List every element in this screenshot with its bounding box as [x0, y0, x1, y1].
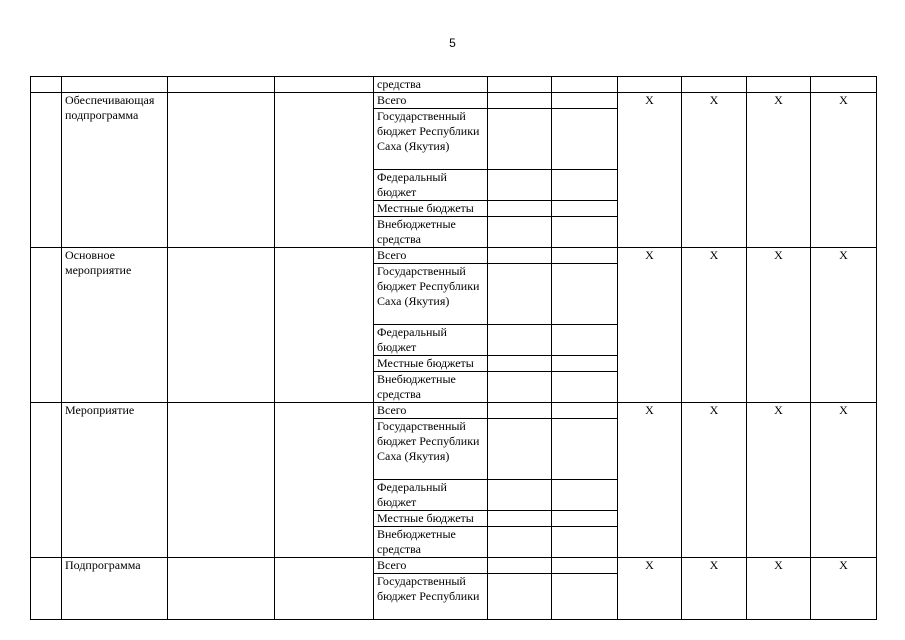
- x-mark-cell: Х: [682, 403, 747, 558]
- page-number: 5: [449, 36, 456, 50]
- x-mark-cell: Х: [747, 248, 811, 403]
- funding-source-cell: Внебюджетные средства: [374, 217, 488, 248]
- table-cell: [552, 480, 618, 511]
- table-row: [31, 248, 877, 264]
- table-cell: [552, 574, 618, 620]
- funding-source-cell: Всего: [374, 93, 488, 109]
- funding-source-cell: Государственный бюджет Республики Саха (Якутия): [374, 109, 488, 170]
- table-cell: [31, 93, 62, 248]
- table-cell: [275, 558, 374, 620]
- x-mark-cell: Х: [682, 93, 747, 248]
- x-mark-cell: Х: [618, 93, 682, 248]
- table-cell: [747, 77, 811, 93]
- table-cell: [168, 558, 275, 620]
- funding-source-cell: Федеральный бюджет: [374, 170, 488, 201]
- table-cell: [552, 217, 618, 248]
- table-cell: [275, 248, 374, 403]
- table-cell: [488, 480, 552, 511]
- funding-source-cell: Государственный бюджет Республики Саха (Якутия): [374, 419, 488, 480]
- table-cell: [488, 264, 552, 325]
- x-mark-cell: Х: [682, 558, 747, 620]
- table-cell: [488, 93, 552, 109]
- table-cell: [488, 217, 552, 248]
- funding-source-cell: Внебюджетные средства: [374, 527, 488, 558]
- table-cell: [31, 248, 62, 403]
- table-cell: [552, 264, 618, 325]
- table-cell: [488, 527, 552, 558]
- x-mark-cell: Х: [811, 403, 877, 558]
- table-cell: [488, 201, 552, 217]
- x-mark-cell: Х: [618, 403, 682, 558]
- table-cell: [488, 170, 552, 201]
- table-row: [31, 403, 877, 419]
- table-cell: [31, 403, 62, 558]
- table-cell: [31, 77, 62, 93]
- table-cell: [488, 109, 552, 170]
- table-cell: [488, 372, 552, 403]
- table-cell: [168, 93, 275, 248]
- x-mark-cell: Х: [811, 558, 877, 620]
- funding-source-cell: средства: [374, 77, 488, 93]
- table-cell: [488, 356, 552, 372]
- x-mark-cell: Х: [811, 248, 877, 403]
- program-name-cell: Мероприятие: [62, 403, 168, 558]
- x-mark-cell: Х: [747, 558, 811, 620]
- program-name-cell: Обеспечивающая подпрограмма: [62, 93, 168, 248]
- funding-source-cell: Всего: [374, 403, 488, 419]
- funding-source-cell: Федеральный бюджет: [374, 325, 488, 356]
- table-cell: [168, 248, 275, 403]
- table-cell: [488, 248, 552, 264]
- x-mark-cell: Х: [618, 558, 682, 620]
- table-cell: [168, 77, 275, 93]
- table-cell: [552, 325, 618, 356]
- table-cell: [552, 77, 618, 93]
- table-cell: [618, 77, 682, 93]
- table-cell: [811, 77, 877, 93]
- table-cell: [275, 77, 374, 93]
- funding-source-cell: Местные бюджеты: [374, 201, 488, 217]
- table-cell: [552, 403, 618, 419]
- program-name-cell: Основное мероприятие: [62, 248, 168, 403]
- table-cell: [552, 372, 618, 403]
- x-mark-cell: Х: [682, 248, 747, 403]
- table-cell: [488, 325, 552, 356]
- table-cell: [31, 558, 62, 620]
- x-mark-cell: Х: [747, 93, 811, 248]
- x-mark-cell: Х: [811, 93, 877, 248]
- funding-source-cell: Государственный бюджет Республики Саха (Якутия): [374, 264, 488, 325]
- table-cell: [488, 511, 552, 527]
- funding-source-cell: Государственный бюджет Республики: [374, 574, 488, 620]
- x-mark-cell: Х: [618, 248, 682, 403]
- table-cell: [552, 248, 618, 264]
- funding-source-cell: Всего: [374, 558, 488, 574]
- table-cell: [62, 77, 168, 93]
- funding-source-cell: Федеральный бюджет: [374, 480, 488, 511]
- table-cell: [488, 403, 552, 419]
- table-cell: [488, 558, 552, 574]
- table-cell: [488, 574, 552, 620]
- table-cell: [552, 558, 618, 574]
- funding-source-cell: Внебюджетные средства: [374, 372, 488, 403]
- table-cell: [488, 419, 552, 480]
- table-cell: [552, 201, 618, 217]
- table-cell: [552, 511, 618, 527]
- x-mark-cell: Х: [747, 403, 811, 558]
- table-cell: [552, 356, 618, 372]
- budget-table: [30, 76, 877, 620]
- funding-source-cell: Местные бюджеты: [374, 356, 488, 372]
- funding-source-cell: Всего: [374, 248, 488, 264]
- table-cell: [682, 77, 747, 93]
- table-cell: [552, 170, 618, 201]
- table-cell: [275, 403, 374, 558]
- table-cell: [552, 109, 618, 170]
- table-cell: [168, 403, 275, 558]
- table-cell: [275, 93, 374, 248]
- table-cell: [552, 527, 618, 558]
- table-cell: [552, 419, 618, 480]
- table-row: [31, 558, 877, 574]
- table-row: [31, 93, 877, 109]
- program-name-cell: Подпрограмма: [62, 558, 168, 620]
- table-cell: [552, 93, 618, 109]
- funding-source-cell: Местные бюджеты: [374, 511, 488, 527]
- table-row: [31, 77, 877, 93]
- table-cell: [488, 77, 552, 93]
